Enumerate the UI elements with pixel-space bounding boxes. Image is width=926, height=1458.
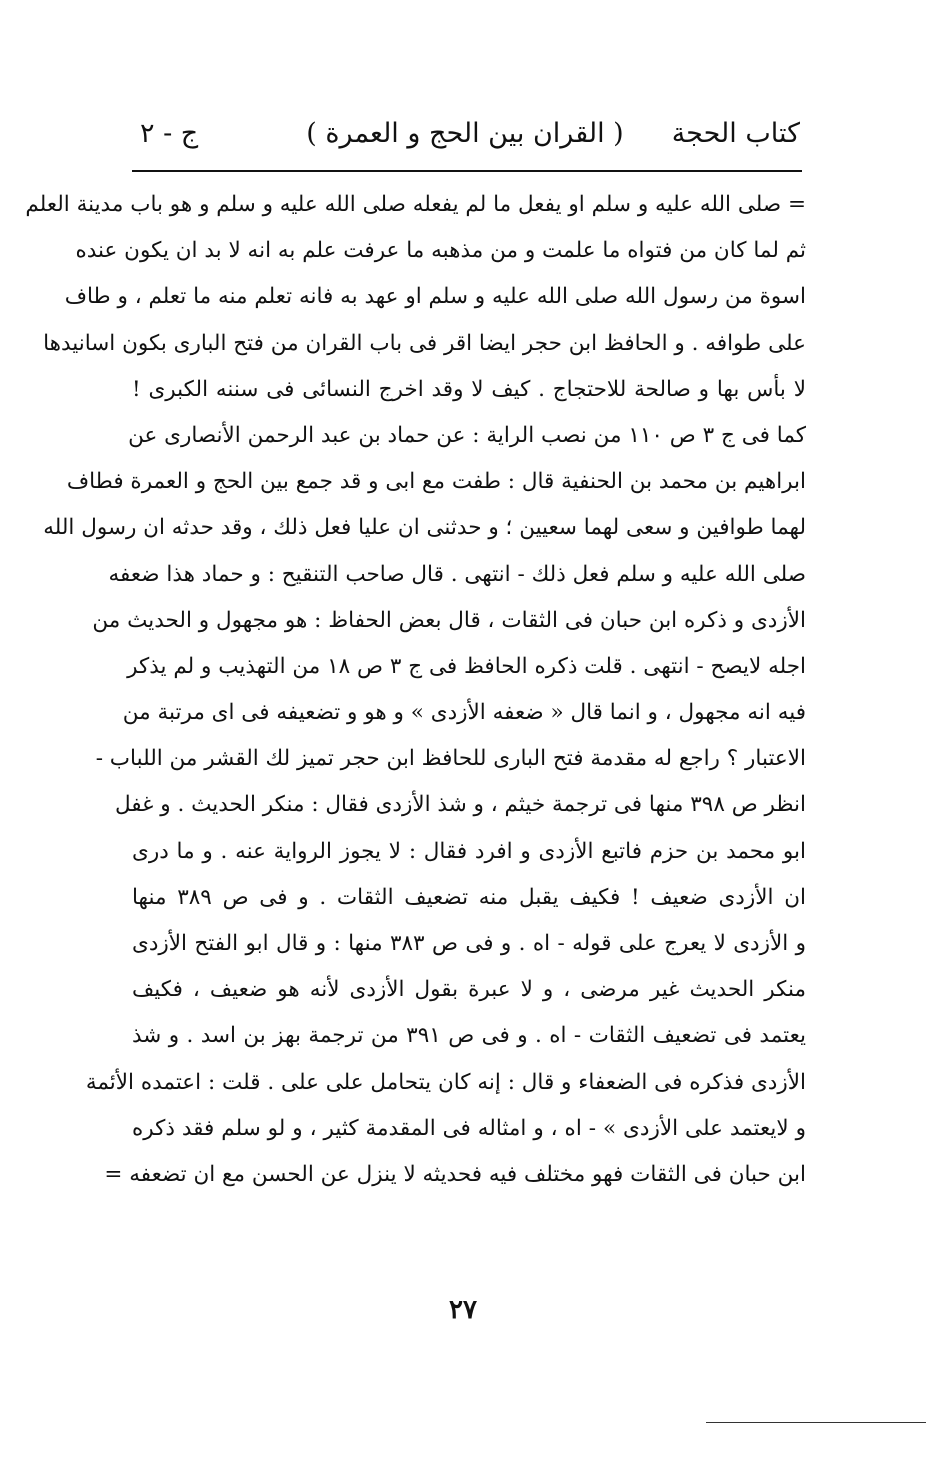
book-title: كتاب الحجة — [671, 118, 800, 149]
text-line: و الأزدى لا يعرج على قوله - اه . و فى ص ٣٨٣ منها : و قال ابو الفتح الأزدى — [132, 931, 806, 956]
text-line: الأزدى و ذكره ابن حبان فى الثقات ، قال بعض الحفاظ : هو مجهول و الحديث من — [92, 607, 806, 633]
text-line: ثم لما كان من فتواه ما علمت و من مذهبه ما عرفت علم به انه لا بد ان يكون عنده — [75, 238, 806, 264]
page-number: ٢٧ — [449, 1295, 477, 1325]
footer-divider — [706, 1422, 926, 1423]
text-line: لا بأس بها و صالحة للاحتجاج . كيف لا وقد اخرج النسائى فى سننه الكبرى ! — [132, 376, 806, 402]
text-line: = صلى الله عليه و سلم او يفعل ما لم يفعله صلى الله عليه و سلم و هو باب مدينة العلم — [25, 192, 806, 217]
text-line: ابراهيم بن محمد بن الحنفية قال : طفت مع ابى و قد جمع بين الحج و العمرة فطاف — [66, 469, 806, 495]
text-line: صلى الله عليه و سلم فعل ذلك - انتهى . قال صاحب التنقيح : و حماد هذا ضعفه — [108, 561, 806, 587]
text-line: منكر الحديث غير مرضى ، و لا عبرة بقول الأزدى لأنه هو ضعيف ، فكيف — [132, 977, 806, 1003]
text-line: على طوافه . و الحافظ ابن حجر ايضا اقر فى باب القران من فتح البارى بكون اسانيدها — [43, 330, 806, 356]
text-line: انظر ص ٣٩٨ منها فى ترجمة خيثم ، و شذ الأزدى فقال : منكر الحديث . و غفل — [115, 792, 806, 818]
text-line: فيه انه مجهول ، و انما قال « ضعفه الأزدى » و هو و تضعيفه فى اى مرتبة من — [122, 700, 806, 726]
text-line: ابن حبان فى الثقات فهو مختلف فيه فحديثه لا ينزل عن الحسن مع ان تضعفه = — [104, 1161, 806, 1187]
main-text — [25, 182, 806, 1198]
text-line: و لايعتمد على الأزدى » - اه ، و امثاله فى المقدمة كثير ، و لو سلم فقد ذكره — [132, 1115, 806, 1141]
text-line: اجله لايصح - انتهى . قلت ذكره الحافظ فى ج ٣ ص ١٨ من التهذيب و لم يذكر — [127, 653, 806, 679]
text-line: الأزدى فذكره فى الضعفاء و قال : إنه كان يتحامل على على . قلت : اعتمده الأئمة — [85, 1069, 806, 1095]
text-line: ان الأزدى ضعيف ! فكيف يقبل منه تضعيف الثقات . و فى ص ٣٨٩ منها — [132, 884, 806, 910]
text-line: ابو محمد بن حزم فاتبع الأزدى و افرد فقال : لا يجوز الرواية عنه . و ما درى — [132, 838, 806, 864]
header-divider — [132, 170, 802, 172]
page-header — [130, 108, 800, 160]
section-title: ( القران بين الحج و العمرة ) — [306, 118, 624, 149]
text-line: لهما طوافين و سعى لهما سعيين ؛ و حدثنى ان عليا فعل ذلك ، وقد حدثه ان رسول الله — [43, 515, 806, 541]
text-line: اسوة من رسول الله صلى الله عليه و سلم او عهد به فانه تعلم منه ما تعلم ، و طاف — [64, 284, 806, 310]
volume-label: ج - ٢ — [140, 118, 199, 149]
text-line: يعتمد فى تضعيف الثقات - اه . و فى ص ٣٩١ من ترجمة بهز بن اسد . و شذ — [132, 1023, 806, 1049]
text-line: الاعتبار ؟ راجع له مقدمة فتح البارى للحافظ ابن حجر تميز لك القشر من اللباب - — [95, 746, 806, 772]
text-line: كما فى ج ٣ ص ١١٠ من نصب الراية : عن حماد بن عبد الرحمن الأنصارى عن — [128, 422, 806, 448]
